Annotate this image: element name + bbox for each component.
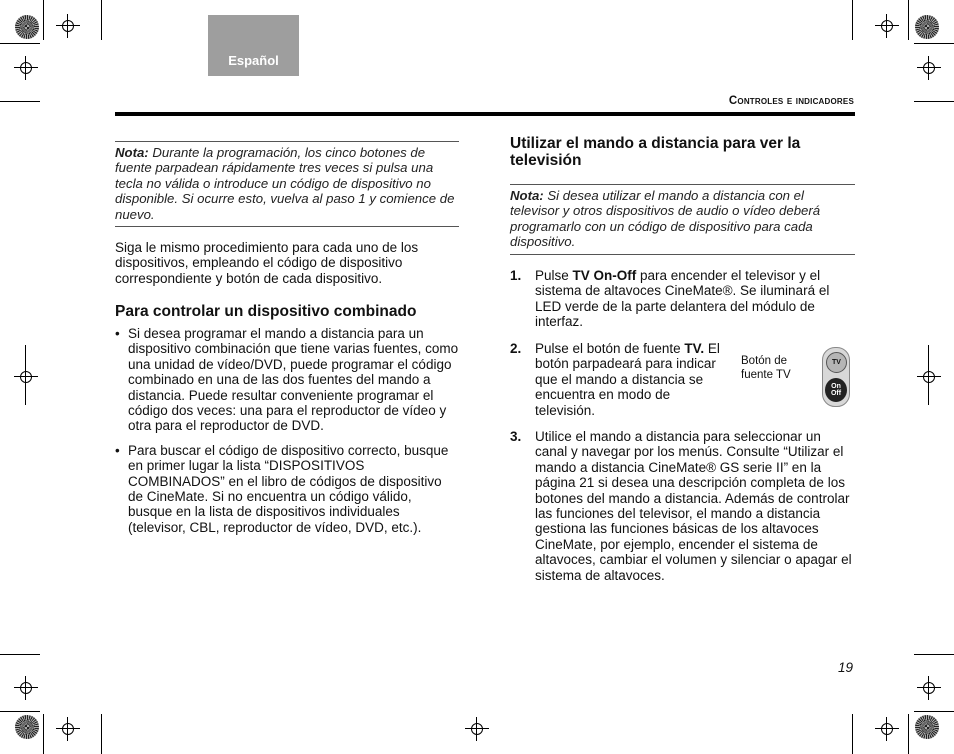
crop-line <box>852 0 853 40</box>
note-label: Nota: <box>510 188 544 203</box>
registration-mark-icon <box>875 14 899 38</box>
registration-mark-icon <box>465 717 489 741</box>
header-rule <box>115 112 855 116</box>
note-text: Si desea utilizar el mando a distancia con el televisor y otros dispositivos de audio o vídeo deberá programarlo con un código de dispositivo para cada dispositivo. <box>510 188 821 250</box>
section-heading: Utilizar el mando a distancia para ver la televisión <box>510 135 801 169</box>
crop-line <box>928 345 929 405</box>
registration-mark-icon <box>917 56 941 80</box>
step-keyword: TV. <box>684 341 705 356</box>
crop-line <box>914 101 954 102</box>
registration-mark-icon <box>917 676 941 700</box>
crop-line <box>0 101 40 102</box>
crop-line <box>101 0 102 40</box>
registration-mark-icon <box>14 365 38 389</box>
list-item: • Si desea programar el mando a distancia para un dispositivo combinación que tiene varias fuentes, como una unidad de vídeo/DVD, puede programar el código combinado en una de las dos fuentes del mando a distancia. Puede resultar conveniente programar el código dos veces: una para el reproductor de vídeo y otra para el reproductor de DVD. <box>115 326 459 434</box>
crop-line <box>852 714 853 754</box>
remote-illustration <box>822 347 850 407</box>
note-top-rule <box>115 141 459 142</box>
crop-line <box>43 0 44 40</box>
registration-disc-icon <box>915 715 939 739</box>
list-item: • Para buscar el código de dispositivo correcto, busque en primer lugar la lista “DISPOSITIVOS COMBINADOS” en el libro de códigos de dispositivo de CineMate. Si no encuentra un código válido, busque en la lista de dispositivos individuales (televisor, CBL, reproductor de vídeo, DVD, etc.). <box>115 443 459 535</box>
crop-line <box>914 711 954 712</box>
crop-line <box>914 43 954 44</box>
registration-mark-icon <box>56 717 80 741</box>
note-text: Durante la programación, los cinco botones de fuente parpadean rápidamente tres veces si pulsa una tecla no válida o introduce un código de dispositivo no disponible. Si ocurre esto, vuelva al paso 1 y comience de nuevo. <box>115 145 455 222</box>
crop-line <box>43 714 44 754</box>
crop-line <box>0 711 40 712</box>
note-label: Nota: <box>115 145 149 160</box>
registration-disc-icon <box>15 15 39 39</box>
note-top-rule <box>510 184 855 185</box>
registration-mark-icon <box>917 365 941 389</box>
registration-mark-icon <box>14 56 38 80</box>
registration-mark-icon <box>56 14 80 38</box>
step-number: 3. <box>510 429 522 444</box>
step-keyword: TV On-Off <box>572 268 637 283</box>
registration-disc-icon <box>915 15 939 39</box>
crop-line <box>914 654 954 655</box>
crop-line <box>908 714 909 754</box>
registration-disc-icon <box>15 715 39 739</box>
language-tab[interactable] <box>208 15 299 76</box>
registration-mark-icon <box>875 717 899 741</box>
crop-line <box>25 345 26 405</box>
tv-button-icon: TV <box>826 352 847 373</box>
language-tab-label: Español <box>228 53 279 68</box>
page-number: 19 <box>837 660 853 675</box>
power-button-icon: On Off <box>825 378 847 402</box>
section-heading: Para controlar un dispositivo combinado <box>115 303 417 320</box>
paragraph: Siga le mismo procedimiento para cada uno de los dispositivos, empleando el código de dispositivo correspondiente y botón de cada dispositivo. <box>115 240 419 286</box>
step-number: 1. <box>510 268 522 283</box>
note-box <box>510 188 845 250</box>
figure-caption: Botón de fuente TV <box>741 355 791 381</box>
crop-line <box>908 0 909 40</box>
bullet-list <box>115 326 459 535</box>
note-bottom-rule <box>510 254 855 255</box>
crop-line <box>0 654 40 655</box>
step-number: 2. <box>510 341 522 356</box>
section-title: Controles e indicadores <box>728 95 854 107</box>
note-box <box>115 145 459 222</box>
crop-line <box>101 714 102 754</box>
crop-line <box>0 43 40 44</box>
registration-mark-icon <box>14 676 38 700</box>
note-bottom-rule <box>115 226 459 227</box>
